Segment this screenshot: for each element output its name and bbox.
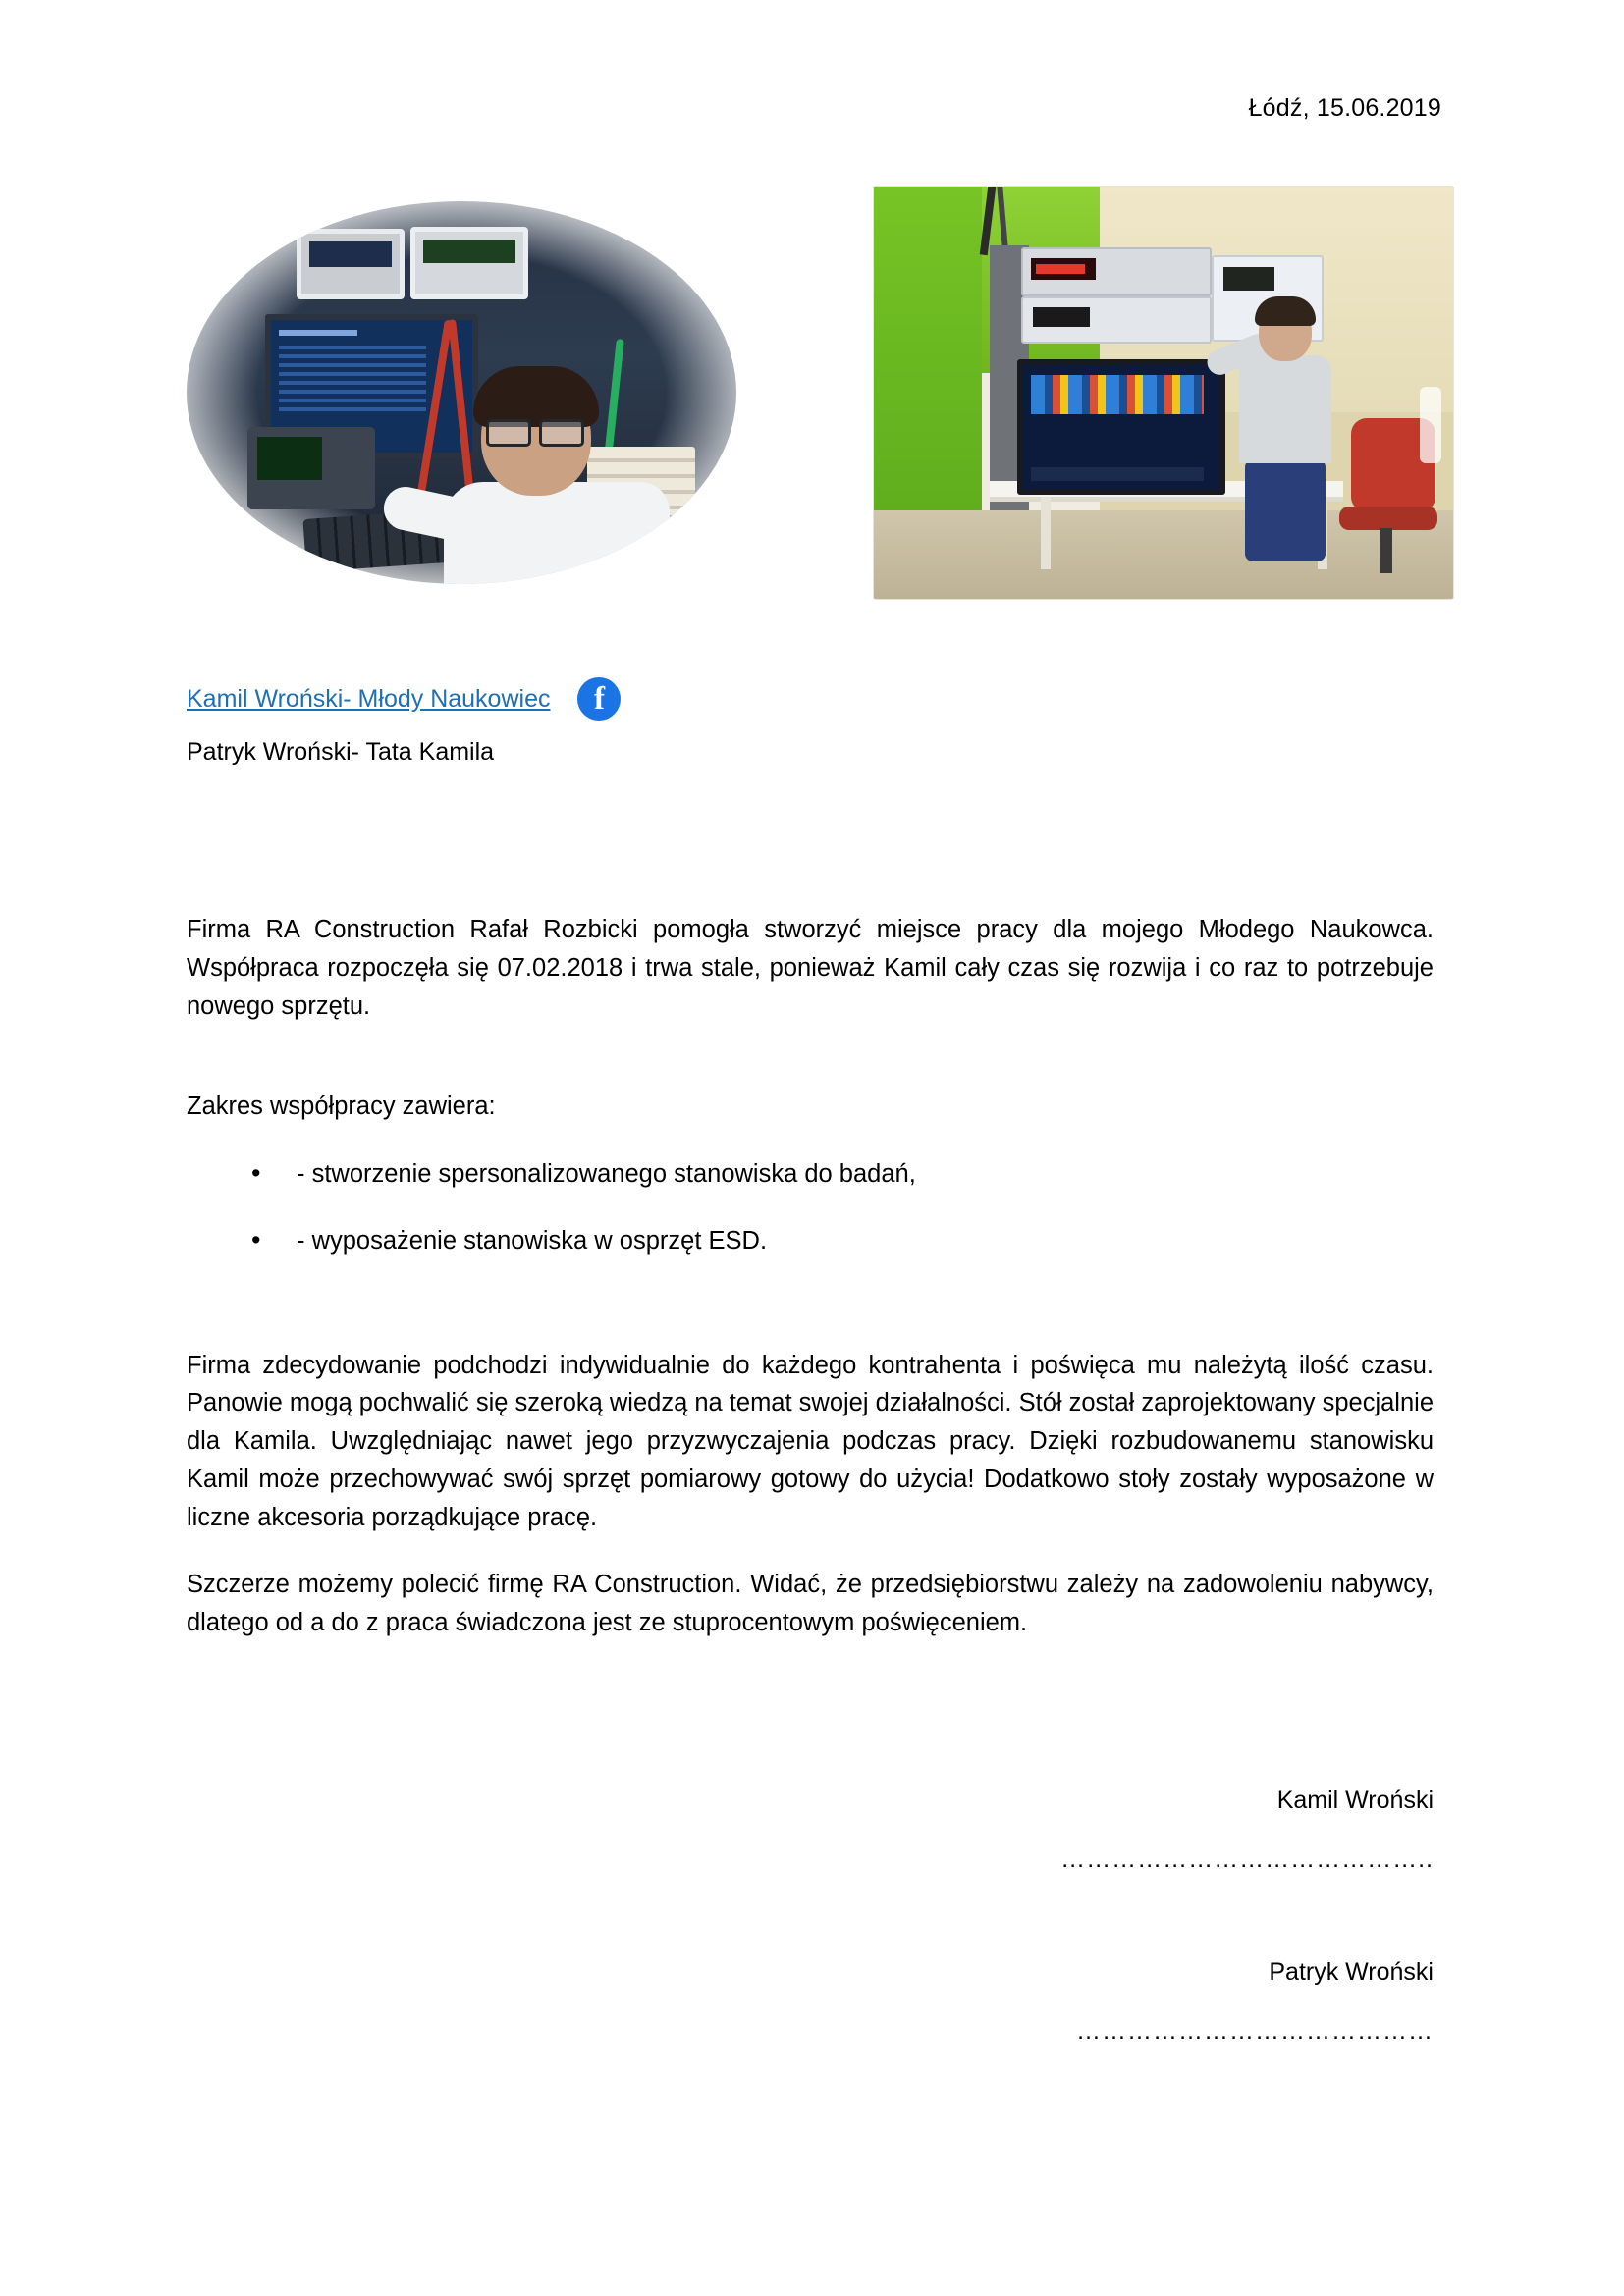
- list-item: • - wyposażenie stanowiska w osprzęt ESD.: [251, 1222, 1434, 1259]
- glasses-icon: [486, 419, 584, 441]
- photo-kamil-at-workstation: [187, 201, 736, 584]
- father-name-line: Patryk Wroński- Tata Kamila: [187, 738, 495, 766]
- chair-post: [1380, 528, 1392, 573]
- monitor-icon: [1017, 359, 1225, 495]
- oscilloscope-icon: [247, 427, 375, 509]
- date-line: Łódź, 15.06.2019: [1248, 94, 1441, 122]
- instrument-icon: [1021, 247, 1212, 296]
- signature-name-kamil: Kamil Wroński: [1276, 1787, 1434, 1814]
- instrument-icon: [297, 229, 405, 299]
- photo-group: [187, 187, 1453, 599]
- letter-body: [187, 911, 1434, 1642]
- paragraph-body-2: Szczerze możemy polecić firmę RA Construction. Widać, że przedsiębiorstwu zależy na zadowoleniu nabywcy, dlatego od a do z praca świadczona jest ze stuprocentowym poświęceniem.: [187, 1571, 1434, 1636]
- bottle-icon: [1420, 387, 1441, 463]
- signature-name-patryk: Patryk Wroński: [1269, 1958, 1434, 1986]
- signature-line-kamil: ……………………………………..: [1060, 1845, 1434, 1873]
- person-body: [1239, 355, 1331, 463]
- paragraph-intro: Firma RA Construction Rafał Rozbicki pomogła stworzyć miejsce pracy dla mojego Młodego Naukowca. Współpraca rozpoczęła się 07.02.2018 i trwa stale, ponieważ Kamil cały czas się rozwija i co raz to potrzebuje nowego sprzętu.: [187, 916, 1434, 1020]
- spacer: [187, 1290, 1434, 1347]
- facebook-profile-link[interactable]: Kamil Wroński- Młody Naukowiec: [187, 684, 551, 713]
- list-item: • - stworzenie spersonalizowanego stanowiska do badań,: [251, 1155, 1434, 1193]
- person-hair: [473, 366, 599, 427]
- chair-seat: [1339, 507, 1437, 530]
- instrument-icon: [1021, 296, 1212, 344]
- desk-leg: [1041, 497, 1051, 569]
- person-hair: [1255, 296, 1316, 326]
- paragraph-body-1: Firma zdecydowanie podchodzi indywidualnie do każdego kontrahenta i poświęca mu należytą ilość czasu. Panowie mogą pochwalić się szeroką wiedzą na temat swojej działalności. Stół został zaprojektowany specjalnie dla Kamila. Uwzględniając nawet jego przyzwyczajenia podczas pracy. Dzięki rozbudowanemu stanowisku Kamil może przechowywać swój sprzęt pomiarowy gotowy do użycia! Dodatkowo stoły zostały wyposażone w liczne akcesoria porządkujące pracę.: [187, 1351, 1434, 1531]
- facebook-link-row[interactable]: [187, 677, 621, 721]
- facebook-icon[interactable]: f: [577, 677, 621, 721]
- scope-list: [187, 1155, 1434, 1260]
- signature-line-patryk: ……………………………………: [1076, 2017, 1434, 2045]
- paragraph-scope-heading: Zakres współpracy zawiera:: [187, 1093, 496, 1121]
- spacer: [187, 1054, 1434, 1088]
- instrument-icon: [410, 227, 528, 299]
- person-body: [444, 482, 670, 584]
- photo-kamil-lab-room: [874, 187, 1453, 599]
- person-legs: [1245, 459, 1326, 561]
